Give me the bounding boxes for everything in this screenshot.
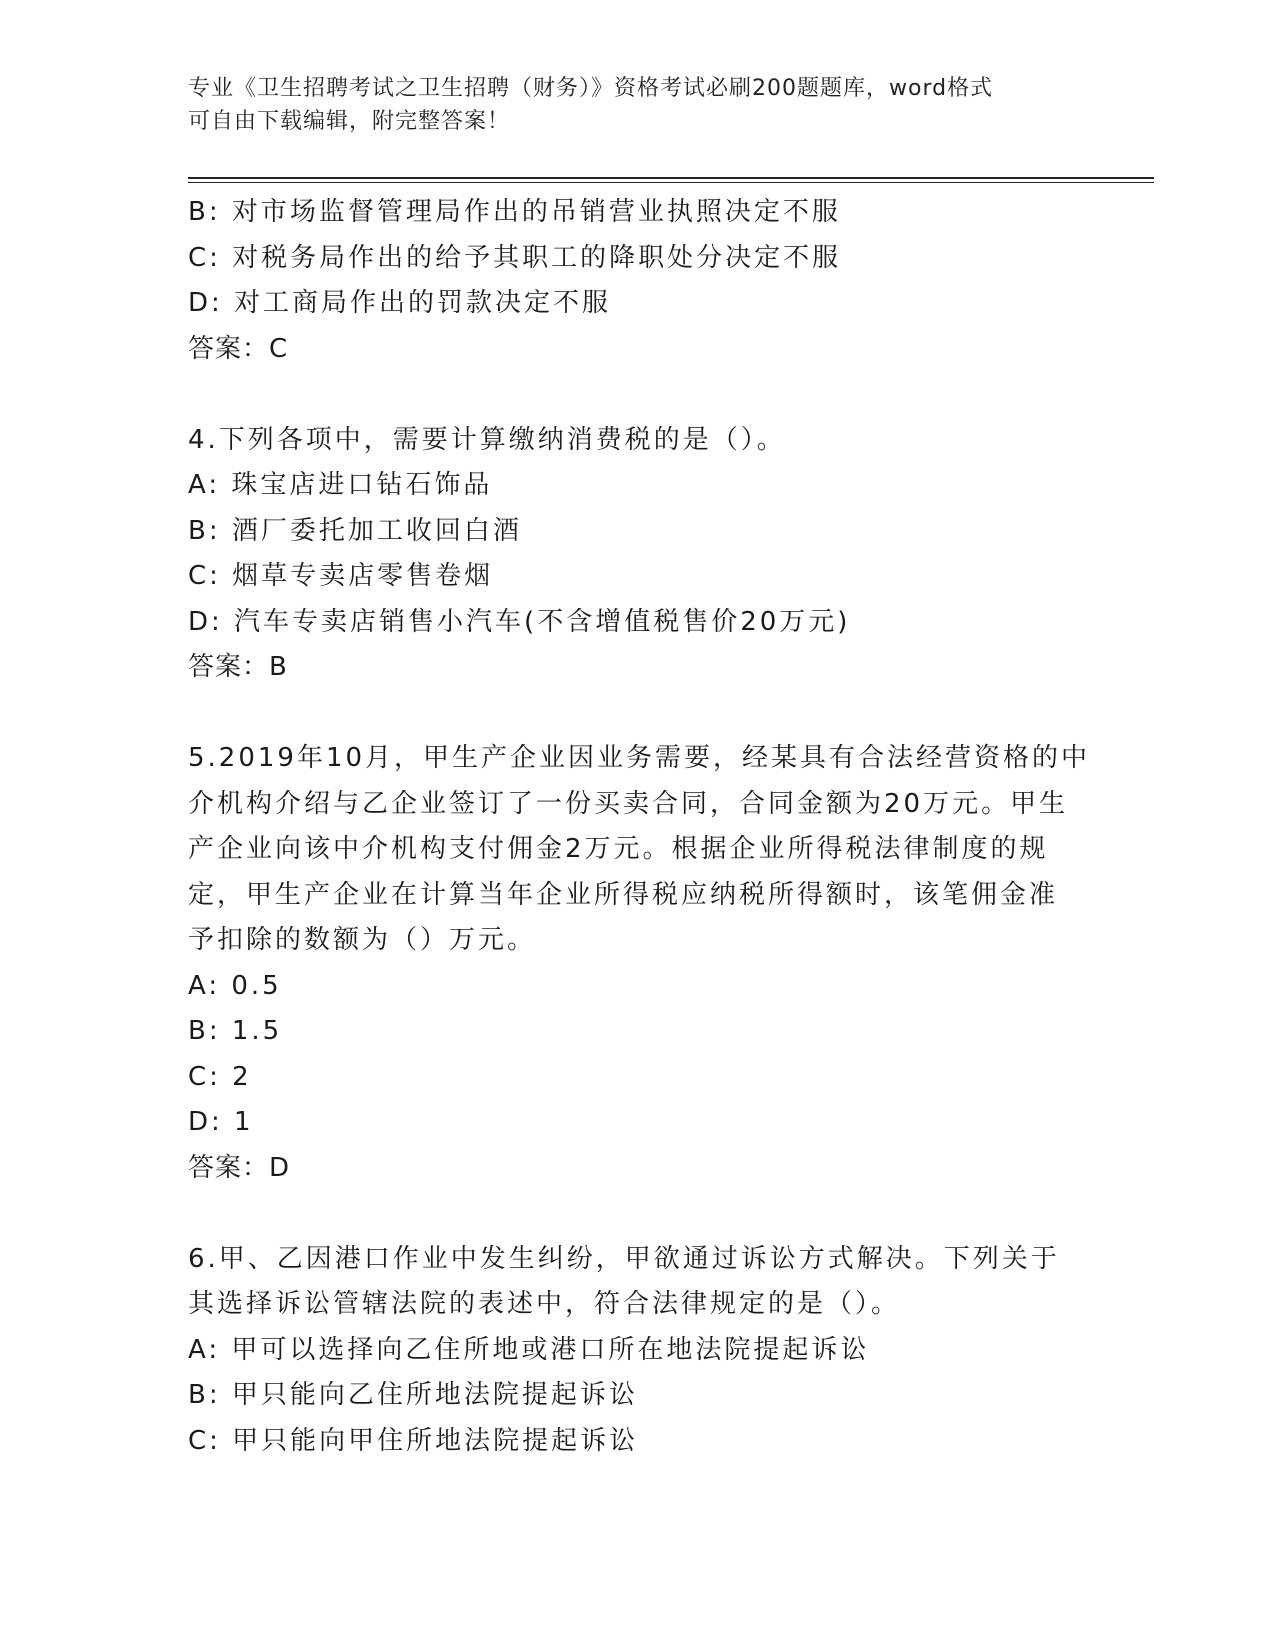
q3-option-c: C: 对税务局作出的给予其职工的降职处分决定不服 xyxy=(188,242,842,273)
q5-option-a: A: 0.5 xyxy=(188,970,282,1001)
q4-stem: 4.下列各项中，需要计算缴纳消费税的是（）。 xyxy=(188,424,786,455)
q5-stem-line-2: 介机构介绍与乙企业签订了一份买卖合同，合同金额为20万元。甲生 xyxy=(188,788,1069,819)
q5-stem-line-1: 5.2019年10月，甲生产企业因业务需要，经某具有合法经营资格的中 xyxy=(188,743,1091,773)
q5-stem-line-3: 产企业向该中介机构支付佣金2万元。根据企业所得税法律制度的规 xyxy=(188,834,1049,864)
q3-option-d: D: 对工商局作出的罚款决定不服 xyxy=(188,288,612,318)
spacer xyxy=(188,372,1088,418)
header-divider-thick xyxy=(188,177,1154,179)
q6-stem-line-2: 其选择诉讼管辖法院的表述中，符合法律规定的是（）。 xyxy=(188,1289,901,1319)
question-content xyxy=(188,190,1091,1464)
q5-stem-line-4: 定，甲生产企业在计算当年企业所得税应纳税所得额时，该笔佣金准 xyxy=(188,879,1059,910)
header-line-1: 专业《卫生招聘考试之卫生招聘（财务）》资格考试必刷200题题库，word格式 xyxy=(188,76,994,101)
document-header xyxy=(188,72,1088,138)
q5-option-c: C: 2 xyxy=(188,1061,252,1092)
q6-stem-line-1: 6.甲、乙因港口作业中发生纠纷，甲欲通过诉讼方式解决。下列关于 xyxy=(188,1243,1060,1274)
q3-answer: 答案：C xyxy=(188,333,289,364)
q5-option-d: D: 1 xyxy=(188,1107,254,1137)
q4-option-d: D: 汽车专卖店销售小汽车(不含增值税售价20万元) xyxy=(188,606,851,637)
question-4 xyxy=(188,418,1088,691)
q4-option-a: A: 珠宝店进口钻石饰品 xyxy=(188,470,493,500)
q6-option-b: B: 甲只能向乙住所地法院提起诉讼 xyxy=(188,1380,638,1410)
q5-option-b: B: 1.5 xyxy=(188,1016,283,1046)
q5-answer: 答案：D xyxy=(188,1152,291,1183)
question-6 xyxy=(188,1237,1088,1465)
q6-option-c: C: 甲只能向甲住所地法院提起诉讼 xyxy=(188,1425,639,1456)
spacer xyxy=(188,691,1088,737)
header-divider-thin xyxy=(188,182,1154,183)
q4-option-b: B: 酒厂委托加工收回白酒 xyxy=(188,515,522,546)
q4-option-c: C: 烟草专卖店零售卷烟 xyxy=(188,561,494,591)
q3-option-b: B: 对市场监督管理局作出的吊销营业执照决定不服 xyxy=(188,197,841,227)
question-3-tail xyxy=(188,190,1088,372)
q4-answer: 答案：B xyxy=(188,652,288,682)
spacer xyxy=(188,1191,1088,1237)
q5-stem-line-5: 予扣除的数额为（）万元。 xyxy=(188,925,537,955)
q6-option-a: A: 甲可以选择向乙住所地或港口所在地法院提起诉讼 xyxy=(188,1334,870,1365)
header-line-2: 可自由下载编辑，附完整答案！ xyxy=(188,109,511,134)
question-5 xyxy=(188,736,1091,1191)
